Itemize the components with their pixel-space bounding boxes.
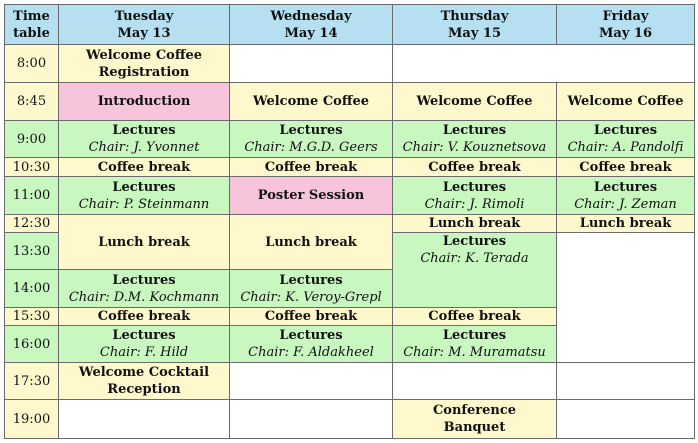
time-cell: 19:00 [5,400,59,439]
tue-1100-lectures: Lectures Chair: P. Steinmann [59,177,230,215]
time-cell: 8:45 [5,83,59,121]
day-header-wednesday: Wednesday May 14 [230,5,393,45]
thu-1230-lunch-break: Lunch break [393,215,557,233]
fri-1230-lunch-break: Lunch break [557,215,695,233]
thu-1530-coffee-break: Coffee break [393,308,557,326]
row-1100 [5,177,695,215]
time-cell: 15:30 [5,308,59,326]
time-cell: 14:00 [5,270,59,308]
empty-cell [393,363,557,400]
time-cell: 11:00 [5,177,59,215]
row-1730 [5,363,695,400]
time-cell: 17:30 [5,363,59,400]
wed-1030-coffee-break: Coffee break [230,158,393,177]
empty-cell [557,233,695,363]
wed-0845-welcome-coffee: Welcome Coffee [230,83,393,121]
thu-1330-lectures: Lectures Chair: K. Terada [393,233,557,308]
empty-cell [557,400,695,439]
empty-cell [230,400,393,439]
wed-0900-lectures: Lectures Chair: M.G.D. Geers [230,121,393,158]
row-1230 [5,215,695,233]
empty-cell [59,400,230,439]
row-0845 [5,83,695,121]
time-cell: 13:30 [5,233,59,270]
thu-0900-lectures: Lectures Chair: V. Kouznetsova [393,121,557,158]
row-1030 [5,158,695,177]
empty-cell [393,45,695,83]
tue-1400-lectures: Lectures Chair: D.M. Kochmann [59,270,230,308]
day-header-thursday: Thursday May 15 [393,5,557,45]
thu-1100-lectures: Lectures Chair: J. Rimoli [393,177,557,215]
row-1900 [5,400,695,439]
tue-1600-lectures: Lectures Chair: F. Hild [59,326,230,363]
tue-0845-introduction: Introduction [59,83,230,121]
corner-header: Time table [5,5,59,45]
fri-0845-welcome-coffee: Welcome Coffee [557,83,695,121]
day-header-friday: Friday May 16 [557,5,695,45]
time-cell: 9:00 [5,121,59,158]
wed-1230-lunch-break: Lunch break [230,215,393,270]
thu-1900-conference-banquet: Conference Banquet [393,400,557,439]
thu-1030-coffee-break: Coffee break [393,158,557,177]
tue-1230-lunch-break: Lunch break [59,215,230,270]
row-0800 [5,45,695,83]
tue-1730-welcome-cocktail: Welcome Cocktail Reception [59,363,230,400]
wed-1530-coffee-break: Coffee break [230,308,393,326]
tue-0800-welcome-registration: Welcome Coffee Registration [59,45,230,83]
tue-0900-lectures: Lectures Chair: J. Yvonnet [59,121,230,158]
fri-1030-coffee-break: Coffee break [557,158,695,177]
empty-cell [557,363,695,400]
day-header-tuesday: Tuesday May 13 [59,5,230,45]
tue-1530-coffee-break: Coffee break [59,308,230,326]
time-cell: 8:00 [5,45,59,83]
schedule-table [4,4,695,439]
empty-cell [230,363,393,400]
wed-1400-lectures: Lectures Chair: K. Veroy-Grepl [230,270,393,308]
thu-0845-welcome-coffee: Welcome Coffee [393,83,557,121]
time-cell: 12:30 [5,215,59,233]
time-cell: 16:00 [5,326,59,363]
fri-0900-lectures: Lectures Chair: A. Pandolfi [557,121,695,158]
wed-1600-lectures: Lectures Chair: F. Aldakheel [230,326,393,363]
tue-1030-coffee-break: Coffee break [59,158,230,177]
header-row [5,5,695,45]
fri-1100-lectures: Lectures Chair: J. Zeman [557,177,695,215]
empty-cell [230,45,393,83]
row-0900 [5,121,695,158]
time-cell: 10:30 [5,158,59,177]
wed-1100-poster-session: Poster Session [230,177,393,215]
thu-1600-lectures: Lectures Chair: M. Muramatsu [393,326,557,363]
